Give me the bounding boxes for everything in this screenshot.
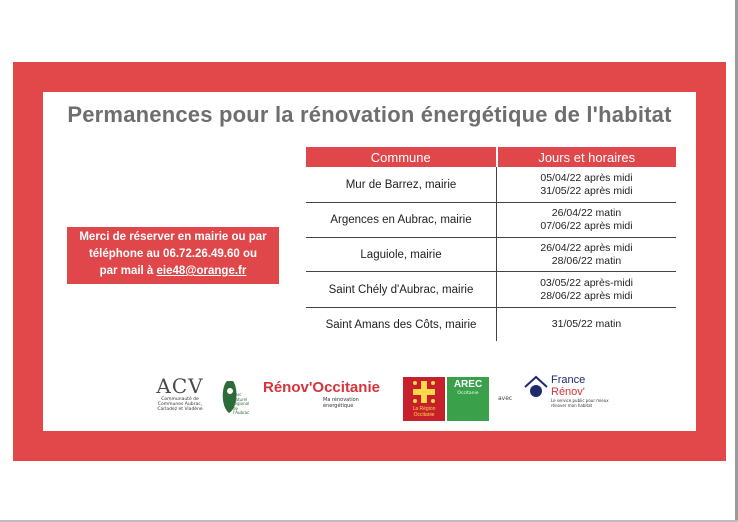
hours-line: 31/05/22 matin xyxy=(551,318,622,330)
renov-brand-1: Rénov' xyxy=(263,379,313,396)
hours-line: 03/05/22 après-midi xyxy=(540,276,633,289)
france-renov-tagline: Le service public pour mieux rénover mon habitat xyxy=(551,398,609,408)
hours-cell xyxy=(497,238,677,272)
region-occitanie-logo xyxy=(403,377,445,421)
header-commune: Commune xyxy=(306,147,497,167)
hours-line: 26/04/22 après midi xyxy=(540,241,633,254)
hours-cell xyxy=(497,308,677,342)
france-renov-2: Rénov' xyxy=(551,386,585,398)
arec-sub: Occitanie xyxy=(457,391,479,396)
table-row xyxy=(306,203,676,238)
hours-cell xyxy=(497,203,677,238)
hours-cell xyxy=(497,167,677,203)
hours-line: 26/04/22 matin xyxy=(551,207,622,219)
hours-line: 07/06/22 après midi xyxy=(540,220,633,232)
table-row xyxy=(306,308,676,342)
commune-cell: Mur de Barrez, mairie xyxy=(306,167,497,203)
reserve-line-3 xyxy=(67,263,279,280)
reserve-prefix: par mail à xyxy=(99,265,157,277)
red-frame xyxy=(13,62,726,461)
hours-line: 28/06/22 après midi xyxy=(540,289,633,302)
header-hours: Jours et horaires xyxy=(497,147,677,167)
occitan-cross-icon xyxy=(403,377,445,407)
arec-name: AREC xyxy=(453,379,483,390)
reservation-notice xyxy=(67,227,279,284)
email-link[interactable]: eie48@orange.fr xyxy=(156,265,247,277)
partner-logos xyxy=(43,367,696,427)
commune-cell: Argences en Aubrac, mairie xyxy=(306,203,497,238)
france-renov-logo xyxy=(521,375,611,408)
renov-brand-2: Occitanie xyxy=(312,379,380,396)
schedule-table xyxy=(306,147,676,341)
table-row xyxy=(306,272,676,308)
commune-cell: Saint Chély d'Aubrac, mairie xyxy=(306,272,497,308)
avec-label: avec xyxy=(498,395,513,402)
house-icon xyxy=(523,375,549,399)
acv-letters: ACV xyxy=(156,374,204,398)
acv-logo xyxy=(151,375,209,412)
commune-cell: Saint Amans des Côts, mairie xyxy=(306,308,497,342)
renov-tagline: Ma rénovation énergétique xyxy=(323,397,359,409)
parc-label: Parc naturel régional de l'Aubrac xyxy=(233,392,250,415)
hours-line: 31/05/22 après midi xyxy=(540,184,633,197)
reserve-line-2: téléphone au 06.72.26.49.60 ou xyxy=(88,248,258,260)
reserve-line-1: Merci de réserver en mairie ou par xyxy=(79,231,267,243)
commune-cell: Laguiole, mairie xyxy=(306,238,497,272)
flyer-panel xyxy=(43,92,696,431)
france-renov-1: France xyxy=(551,374,586,386)
hours-cell xyxy=(497,272,677,308)
table-row xyxy=(306,238,676,272)
region-label: La Région Occitanie xyxy=(412,406,436,418)
flyer-title: Permanences pour la rénovation énergétique de l'habitat xyxy=(67,102,672,127)
hours-line: 05/04/22 après midi xyxy=(540,171,633,184)
table-row xyxy=(306,167,676,203)
renov-occitanie-logo xyxy=(263,379,388,409)
acv-subtitle: Communauté de Communes Aubrac, Carladez et Viadène xyxy=(157,397,203,412)
hours-line: 28/06/22 matin xyxy=(551,254,622,267)
arec-logo xyxy=(447,377,489,421)
